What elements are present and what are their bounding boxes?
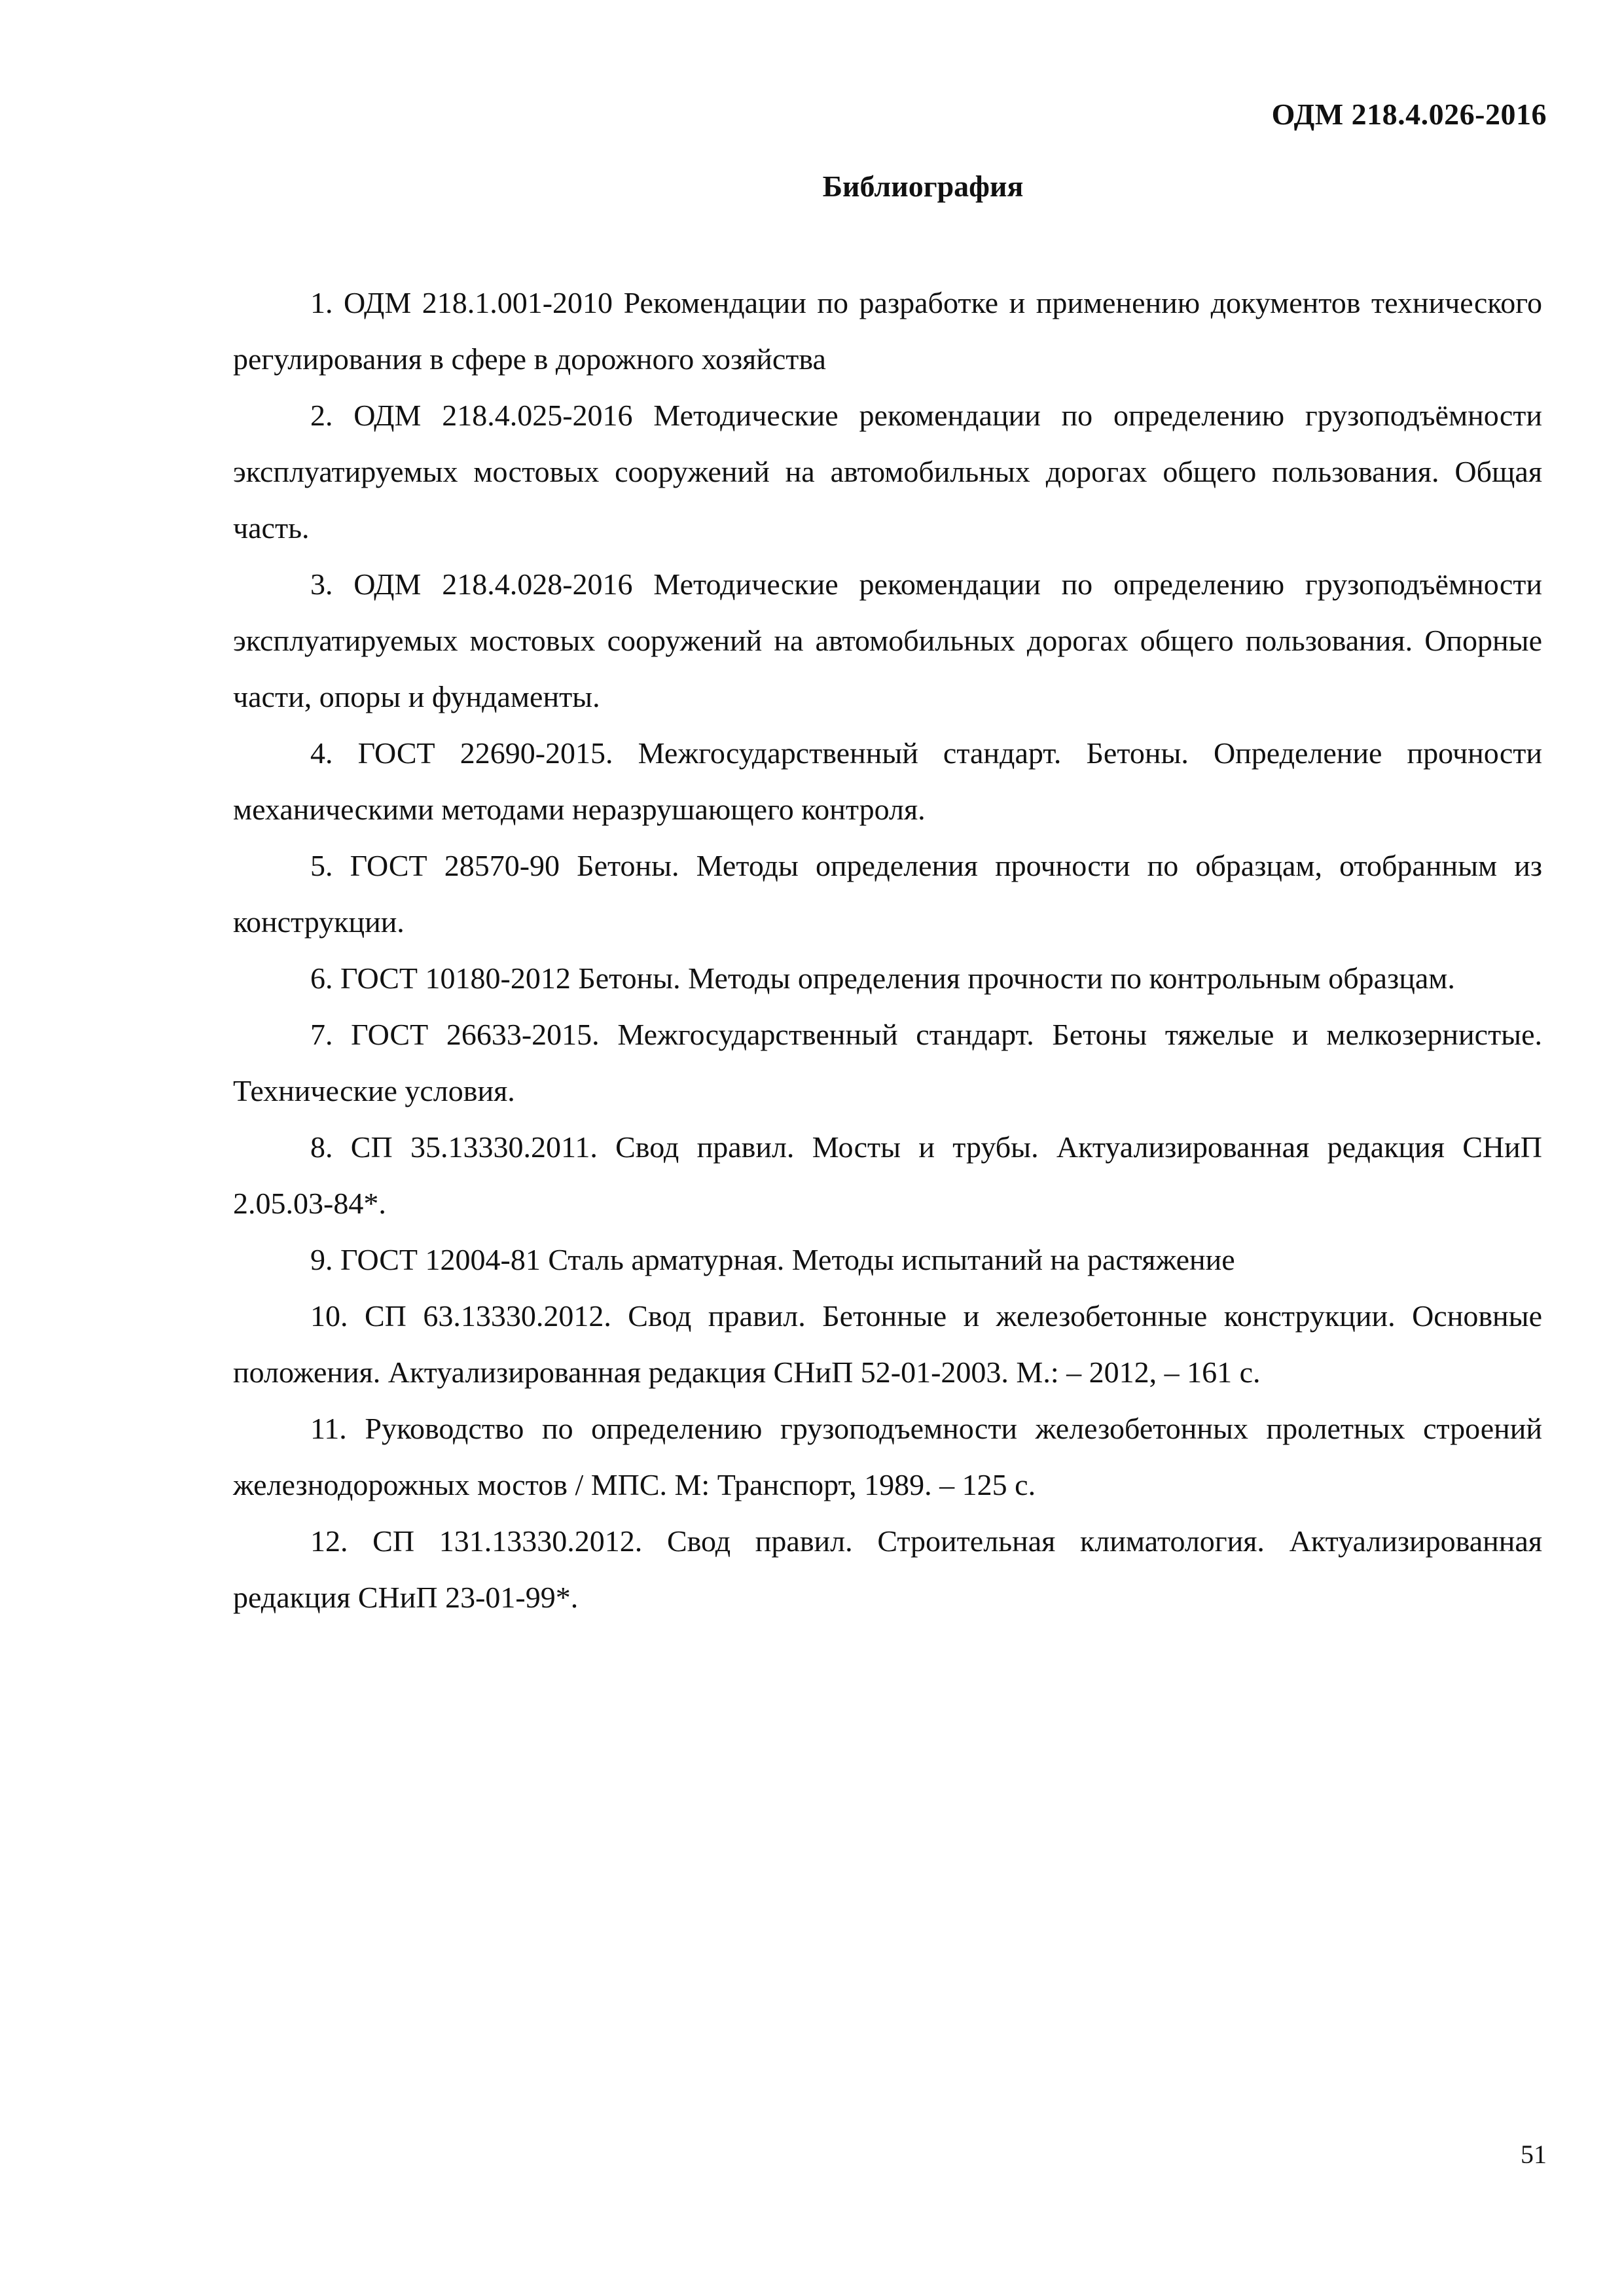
bibliography-item: 8. СП 35.13330.2011. Свод правил. Мосты и трубы. Актуализированная редакция СНиП 2.05.03-84*. — [233, 1130, 1542, 1220]
bibliography-item: 4. ГОСТ 22690-2015. Межгосударственный стандарт. Бетоны. Определение прочности механическими методами неразрушающего контроля. — [233, 736, 1542, 826]
page-title: Библиография — [822, 170, 1024, 203]
bibliography-item: 1. ОДМ 218.1.001-2010 Рекомендации по разработке и применению документов технического регулирования в сфере в дорожного хозяйства — [233, 286, 1542, 376]
document-code: ОДМ 218.4.026-2016 — [1271, 98, 1547, 131]
bibliography-item: 5. ГОСТ 28570-90 Бетоны. Методы определения прочности по образцам, отобранным из конструкции. — [233, 849, 1542, 939]
bibliography-item: 10. СП 63.13330.2012. Свод правил. Бетонные и железобетонные конструкции. Основные положения. Актуализированная редакция СНиП 52-01-2003. М.: – 2012, – 161 с. — [233, 1299, 1542, 1389]
bibliography-item: 11. Руководство по определению грузоподъемности железобетонных пролетных строений железнодорожных мостов / МПС. М: Транспорт, 1989. – 125 с. — [233, 1412, 1542, 1501]
bibliography-item: 9. ГОСТ 12004-81 Сталь арматурная. Методы испытаний на растяжение — [310, 1243, 1235, 1276]
bibliography-list — [233, 275, 1542, 1626]
bibliography-item: 2. ОДМ 218.4.025-2016 Методические рекомендации по определению грузоподъёмности эксплуатируемых мостовых сооружений на автомобильных дорогах общего пользования. Общая часть. — [233, 399, 1542, 545]
page-number: 51 — [1521, 2140, 1547, 2169]
bibliography-item: 7. ГОСТ 26633-2015. Межгосударственный стандарт. Бетоны тяжелые и мелкозернистые. Технические условия. — [233, 1018, 1542, 1107]
bibliography-item: 12. СП 131.13330.2012. Свод правил. Строительная климатология. Актуализированная редакция СНиП 23-01-99*. — [233, 1524, 1542, 1614]
bibliography-item: 6. ГОСТ 10180-2012 Бетоны. Методы определения прочности по контрольным образцам. — [310, 961, 1455, 995]
bibliography-item: 3. ОДМ 218.4.028-2016 Методические рекомендации по определению грузоподъёмности эксплуатируемых мостовых сооружений на автомобильных дорогах общего пользования. Опорные части, опоры и фундаменты. — [233, 567, 1542, 713]
